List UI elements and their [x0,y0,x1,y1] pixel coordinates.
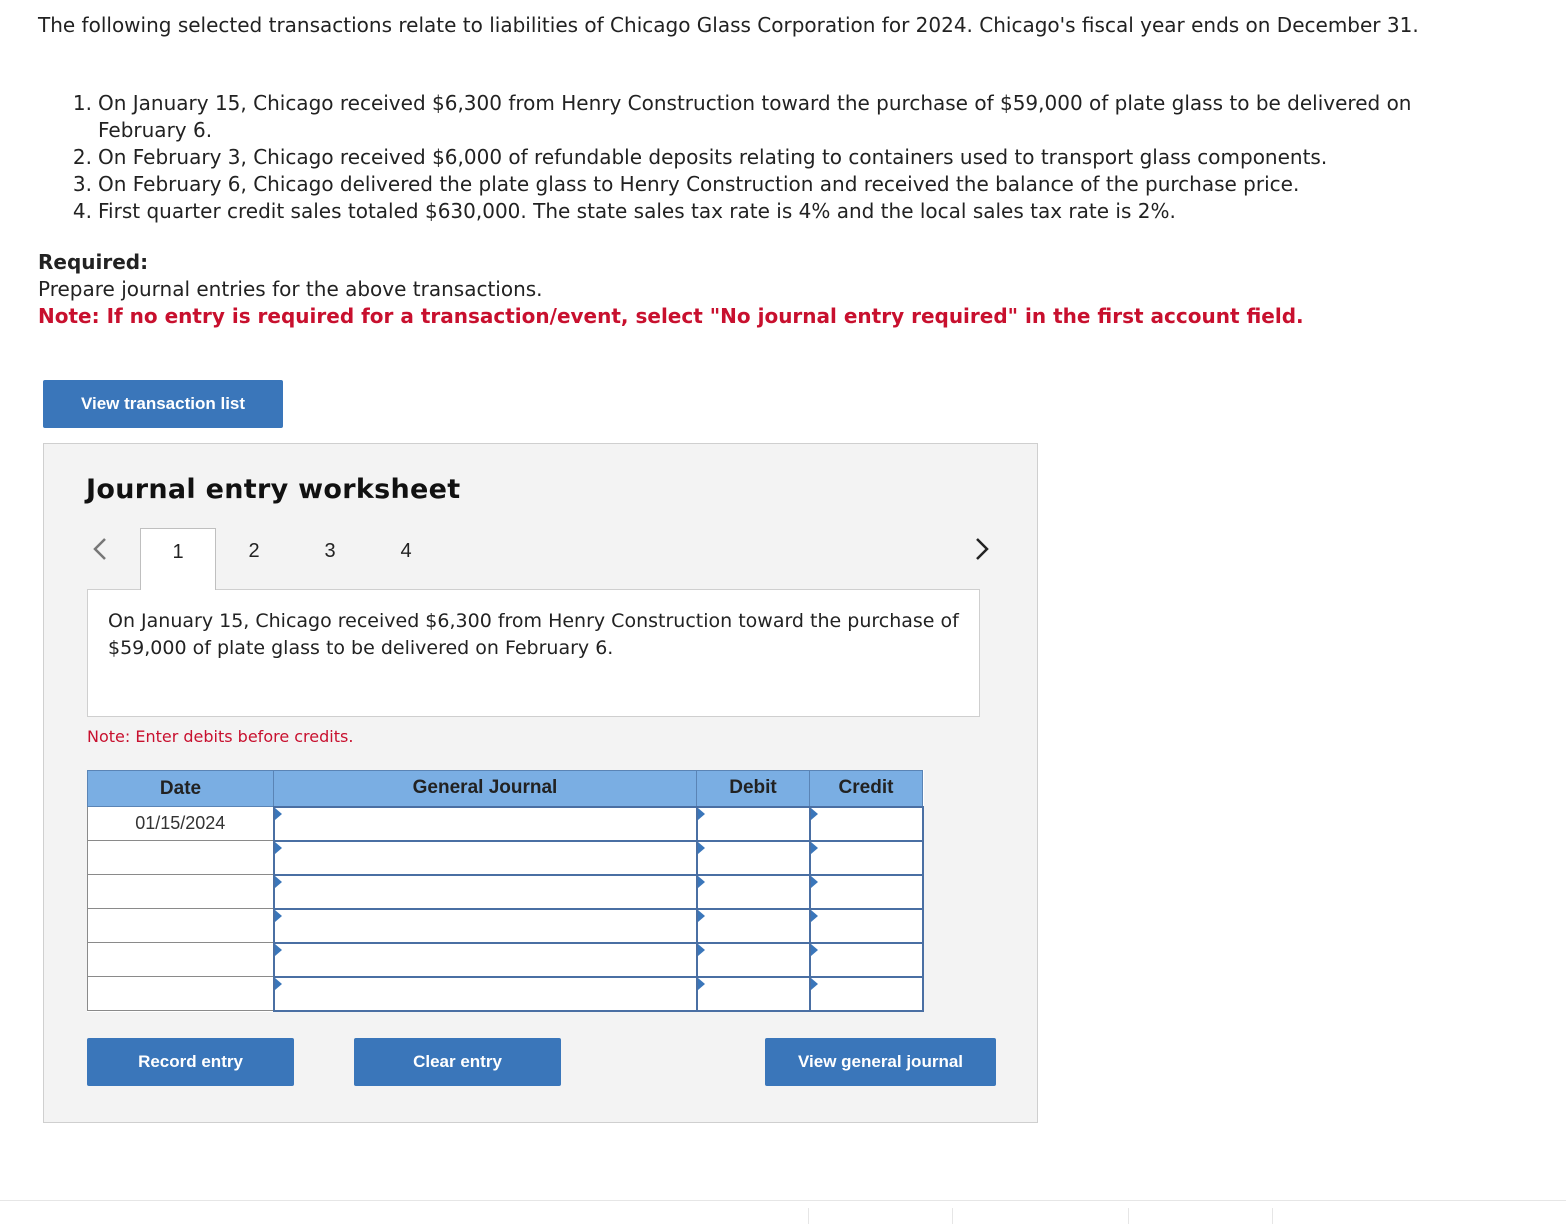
transaction-number: 3. [72,172,92,196]
footer-divider [1128,1208,1129,1224]
account-select[interactable] [274,841,697,875]
tab-transaction-3[interactable]: 3 [324,540,336,562]
debit-input[interactable] [697,841,810,875]
table-row [88,909,923,943]
worksheet-title: Journal entry worksheet [86,474,461,505]
transaction-item [60,171,1480,198]
credit-input[interactable] [810,909,923,943]
account-select[interactable] [274,909,697,943]
credit-input[interactable] [810,943,923,977]
debit-input[interactable] [697,977,810,1011]
debit-input[interactable] [697,807,810,841]
footer-divider [0,1200,1566,1201]
transaction-item [60,198,1480,225]
tab-transaction-4[interactable]: 4 [400,540,412,562]
transaction-text: On February 6, Chicago delivered the plate glass to Henry Construction and received the balance of the purchase price. [98,172,1300,196]
column-header-date: Date [88,771,274,807]
debit-input[interactable] [697,943,810,977]
record-entry-button[interactable]: Record entry [87,1038,294,1086]
required-instructions: Prepare journal entries for the above transactions. [38,277,543,301]
required-heading: Required: [38,250,149,274]
column-header-debit: Debit [697,771,810,807]
date-cell [88,875,274,909]
date-cell [88,977,274,1011]
credit-input[interactable] [810,841,923,875]
footer-divider [952,1208,953,1224]
debit-input[interactable] [697,875,810,909]
transaction-text: On January 15, Chicago received $6,300 from Henry Construction toward the purchase of $59,000 of plate glass to be delivered on February 6. [98,91,1412,142]
view-transaction-list-button[interactable]: View transaction list [43,380,283,428]
transaction-item [60,90,1480,144]
account-select[interactable] [274,807,697,841]
table-row [88,943,923,977]
chevron-left-icon[interactable] [90,536,110,562]
required-note: Note: If no entry is required for a transaction/event, select "No journal entry required" in the first account field. [38,304,1304,328]
credit-input[interactable] [810,875,923,909]
tab-transaction-2[interactable]: 2 [248,540,260,562]
account-select[interactable] [274,875,697,909]
worksheet-note: Note: Enter debits before credits. [87,727,354,746]
credit-input[interactable] [810,807,923,841]
credit-input[interactable] [810,977,923,1011]
column-header-general-journal: General Journal [274,771,697,807]
date-cell [88,909,274,943]
chevron-right-icon[interactable] [972,536,992,562]
account-select[interactable] [274,943,697,977]
transaction-number: 1. [72,91,92,115]
transaction-number: 2. [72,145,92,169]
date-cell [88,841,274,875]
transaction-text: First quarter credit sales totaled $630,000. The state sales tax rate is 4% and the local sales tax rate is 2%. [98,199,1176,223]
footer-divider [808,1208,809,1224]
table-row [88,807,923,841]
journal-table [87,770,924,1012]
transaction-list [60,90,1480,225]
transaction-item [60,144,1480,171]
transaction-description: On January 15, Chicago received $6,300 from Henry Construction toward the purchase of $59,000 of plate glass to be delivered on February 6. [87,589,980,717]
table-row [88,977,923,1011]
view-general-journal-button[interactable]: View general journal [765,1038,996,1086]
transaction-text: On February 3, Chicago received $6,000 of refundable deposits relating to containers used to transport glass components. [98,145,1328,169]
footer-divider [1272,1208,1273,1224]
journal-entry-worksheet [43,443,1038,1123]
problem-intro: The following selected transactions relate to liabilities of Chicago Glass Corporation for 2024. Chicago's fiscal year ends on December 31. [38,13,1419,37]
debit-input[interactable] [697,909,810,943]
account-select[interactable] [274,977,697,1011]
clear-entry-button[interactable]: Clear entry [354,1038,561,1086]
date-cell: 01/15/2024 [88,807,274,841]
table-row [88,875,923,909]
transaction-number: 4. [72,199,92,223]
table-row [88,841,923,875]
column-header-credit: Credit [810,771,923,807]
tab-transaction-1[interactable]: 1 [140,528,216,590]
date-cell [88,943,274,977]
